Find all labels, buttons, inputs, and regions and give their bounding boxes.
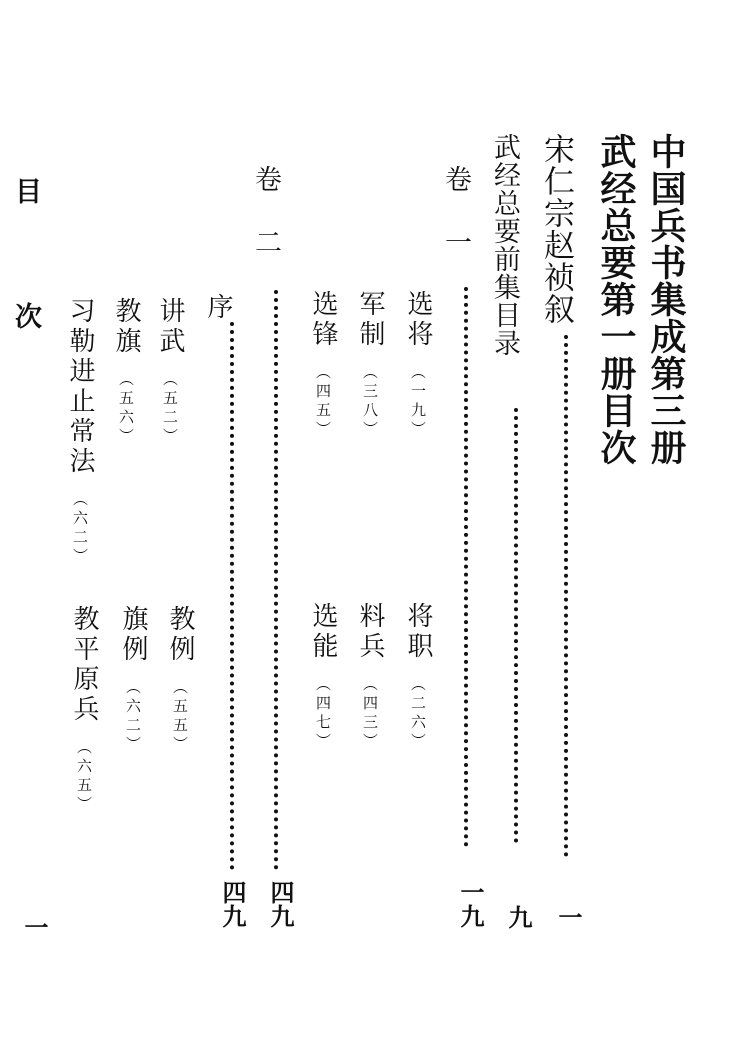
item-page: （六二） [71, 491, 89, 567]
leader-dots [514, 408, 518, 843]
toc-item [162, 605, 199, 755]
toc-item [305, 602, 342, 752]
item-page: （四五） [314, 364, 332, 440]
series-title: 中国兵书集成第三册 [645, 133, 686, 466]
item-page: （五五） [171, 679, 189, 755]
leader-dots [464, 287, 468, 847]
running-head-char-2: 次 [10, 302, 41, 330]
toc-item [115, 605, 152, 755]
leader-dots [230, 322, 234, 870]
item-page: （五二） [161, 371, 179, 447]
item-label: 选将 [403, 290, 433, 350]
running-head-char-1: 目 [10, 177, 41, 205]
item-label: 教平原兵 [69, 605, 99, 725]
toc-item [62, 297, 99, 567]
item-label: 旗例 [118, 605, 148, 665]
item-page: （四三） [361, 676, 379, 752]
item-page: （五六） [117, 371, 135, 447]
toc-item [152, 297, 189, 447]
toc-item [305, 290, 342, 440]
item-label: 将职 [403, 602, 433, 662]
toc-item [108, 297, 145, 447]
toc-juan1-page: 一九 [456, 880, 485, 928]
item-label: 料兵 [355, 602, 385, 662]
toc-item [352, 602, 389, 752]
item-page: （六二） [124, 679, 142, 755]
toc-xu-page: 四九 [218, 880, 247, 928]
toc-juan2-label: 卷二 [250, 165, 281, 291]
toc-item [66, 605, 103, 815]
item-page: （六五） [75, 739, 93, 815]
item-label: 教旗 [111, 297, 141, 357]
toc-preface-page: 一 [554, 905, 583, 929]
toc-item [400, 602, 437, 752]
item-page: （四七） [314, 676, 332, 752]
toc-item [352, 290, 389, 440]
item-label: 习勒进止常法 [65, 297, 95, 477]
item-label: 教例 [165, 605, 195, 665]
page-number: 一 [20, 915, 49, 939]
leader-dots [564, 335, 568, 857]
toc-juan1-label: 卷一 [440, 165, 471, 291]
toc-front-index-page: 九 [504, 905, 533, 929]
item-label: 选锋 [308, 290, 338, 350]
item-page: （一九） [409, 364, 427, 440]
volume-title: 武经总要第一册目次 [595, 133, 636, 466]
leader-dots [274, 290, 278, 870]
toc-preface-label: 宋仁宗赵祯叙 [538, 133, 574, 325]
item-label: 选能 [308, 602, 338, 662]
toc-front-index-label: 武经总要前集目录 [489, 133, 520, 357]
item-label: 讲武 [155, 297, 185, 357]
toc-juan2-page: 四九 [266, 880, 295, 928]
item-page: （三八） [361, 364, 379, 440]
item-label: 军制 [355, 290, 385, 350]
toc-item [400, 290, 437, 440]
item-page: （二六） [409, 676, 427, 752]
toc-xu-label: 序 [203, 293, 233, 323]
